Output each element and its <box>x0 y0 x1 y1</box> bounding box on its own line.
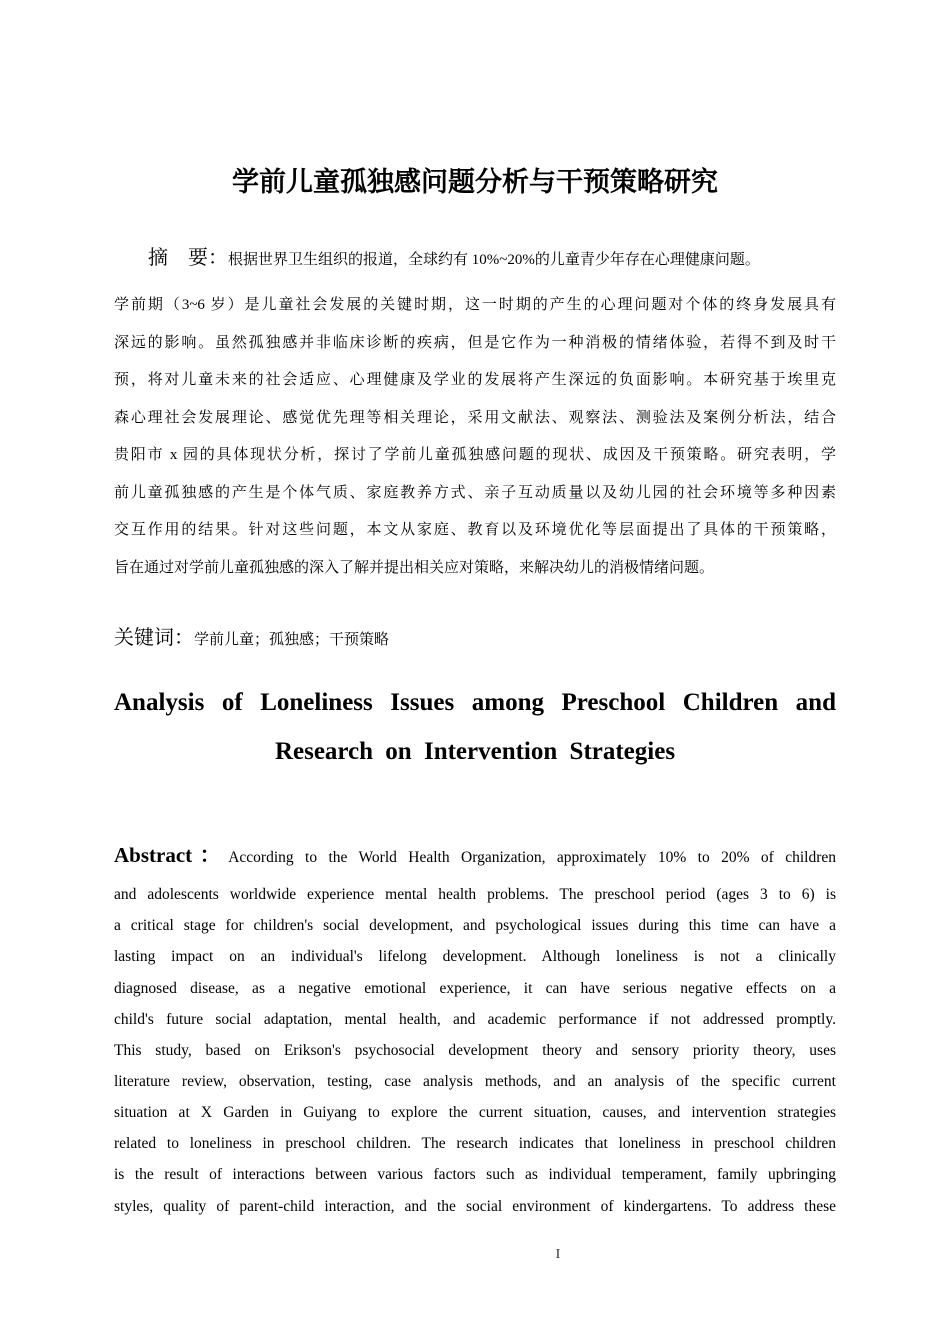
english-abstract-line: a critical stage for children's social development, and psychological issues during this time can have a <box>114 917 836 934</box>
chinese-keywords <box>114 622 389 655</box>
english-abstract-line: is the result of interactions between various factors such as individual temperament, family upbringing <box>114 1166 836 1183</box>
chinese-abstract-line: 预，将对儿童未来的社会适应、心理健康及学业的发展将产生深远的负面影响。本研究基于埃里克 <box>114 372 836 388</box>
english-abstract-line: diagnosed disease, as a negative emotional experience, it can have serious negative effects on a <box>114 980 836 997</box>
chinese-abstract-line: 贵阳市 x 园的具体现状分析，探讨了学前儿童孤独感问题的现状、成因及干预策略。研究表明，学 <box>114 447 836 463</box>
english-abstract-line: situation at X Garden in Guiyang to explore the current situation, causes, and intervention strategies <box>114 1104 836 1121</box>
english-abstract-line: This study, based on Erikson's psychosocial development theory and sensory priority theory, uses <box>114 1042 836 1059</box>
chinese-keywords-text: 学前儿童；孤独感；干预策略 <box>194 632 390 648</box>
english-abstract-line: styles, quality of parent-child interaction, and the social environment of kindergartens. To address these <box>114 1198 836 1215</box>
english-abstract-line: child's future social adaptation, mental health, and academic performance if not addressed promptly. <box>114 1011 836 1028</box>
english-abstract-line: literature review, observation, testing, case analysis methods, and an analysis of the specific current <box>114 1073 836 1090</box>
english-abstract-label: Abstract： <box>114 843 229 867</box>
chinese-abstract-line: 交互作用的结果。针对这些问题，本文从家庭、教育以及环境优化等层面提出了具体的干预策略， <box>114 522 836 538</box>
english-abstract-line: lasting impact on an individual's lifelong development. Although loneliness is not a clinically <box>114 948 836 965</box>
english-abstract-text: According to the World Health Organization, approximately 10% to 20% of children <box>228 849 836 866</box>
english-abstract-first-line <box>114 838 836 872</box>
english-abstract-line: and adolescents worldwide experience mental health problems. The preschool period (ages 3 to 6) is <box>114 886 836 903</box>
chinese-abstract-line: 深远的影响。虽然孤独感并非临床诊断的疾病，但是它作为一种消极的情绪体验，若得不到及时干 <box>114 334 836 351</box>
chinese-abstract-first-line <box>148 242 848 275</box>
chinese-keywords-label: 关键词： <box>114 625 194 649</box>
english-title-line: Research on Intervention Strategies <box>274 738 676 765</box>
english-abstract-line: related to loneliness in preschool children. The research indicates that loneliness in preschool children <box>114 1135 836 1152</box>
chinese-abstract-line: 前儿童孤独感的产生是个体气质、家庭教养方式、亲子互动质量以及幼儿园的社会环境等多种因素 <box>114 484 836 501</box>
english-title-line: Analysis of Loneliness Issues among Preschool Children and <box>114 689 836 716</box>
chinese-abstract-line: 学前期（3~6 岁）是儿童社会发展的关键时期，这一时期的产生的心理问题对个体的终身发展具有 <box>114 297 836 313</box>
chinese-title: 学前儿童孤独感问题分析与干预策略研究 <box>232 167 718 198</box>
page-number: I <box>555 1247 561 1262</box>
chinese-abstract-text: 根据世界卫生组织的报道，全球约有 10%~20%的儿童青少年存在心理健康问题。 <box>228 252 760 268</box>
chinese-abstract-label: 摘 要： <box>148 245 228 269</box>
chinese-abstract-line: 森心理社会发展理论、感觉优先理等相关理论，采用文献法、观察法、测验法及案例分析法，结合 <box>114 409 836 426</box>
chinese-abstract-line: 旨在通过对学前儿童孤独感的深入了解并提出相关应对策略，来解决幼儿的消极情绪问题。 <box>114 559 715 576</box>
